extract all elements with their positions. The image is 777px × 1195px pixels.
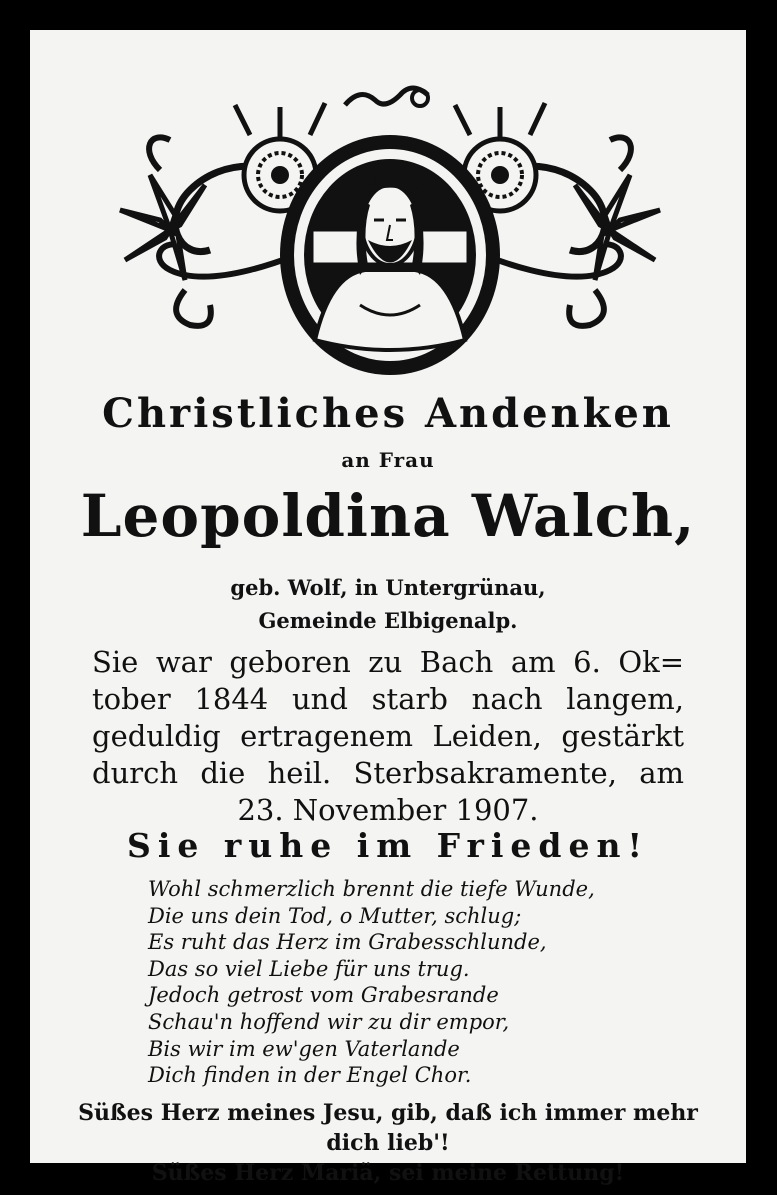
biography-line: durch die heil. Sterbsakramente, am xyxy=(92,756,684,790)
deceased-name: Leopoldina Walch, xyxy=(80,482,696,550)
poem-line: Dich finden in der Engel Chor. xyxy=(148,1063,472,1088)
poem-line: Bis wir im ew'gen Vaterlande xyxy=(148,1036,460,1061)
recipient-prefix: an Frau xyxy=(341,448,435,472)
prayer-sacred-heart-jesus: Süßes Herz meines Jesu, gib, daß ich immer mehr dich lieb'! xyxy=(78,1100,698,1156)
parish-line: Gemeinde Elbigenalp. xyxy=(258,608,518,633)
biography-line: Sie war geboren zu Bach am 6. Ok= xyxy=(92,645,684,679)
biography-line: 23. November 1907. xyxy=(237,793,539,827)
poem-line: Das so viel Liebe für uns trug. xyxy=(148,956,470,981)
rest-in-peace: Sie ruhe im Frieden! xyxy=(127,826,649,865)
biography xyxy=(92,644,684,829)
biography-line: geduldig ertragenem Leiden, gestärkt xyxy=(92,719,684,753)
poem-line: Schau'n hoffend wir zu dir empor, xyxy=(148,1009,510,1034)
poem-line: Die uns dein Tod, o Mutter, schlug; xyxy=(148,903,522,928)
birth-name-line: geb. Wolf, in Untergrünau, xyxy=(230,575,546,600)
prayer-sacred-heart-mary: Süßes Herz Mariä, sei meine Rettung! xyxy=(151,1160,625,1186)
poem-line: Jedoch getrost vom Grabesrande xyxy=(148,983,499,1008)
poem-line: Es ruht das Herz im Grabesschlunde, xyxy=(148,930,547,955)
passion-flower-ornament xyxy=(90,60,690,390)
biography-line: tober 1844 und starb nach langem, xyxy=(92,682,684,716)
memorial-card xyxy=(30,30,746,1186)
poem-line: Wohl schmerzlich brennt die tiefe Wunde, xyxy=(148,877,595,901)
christ-medallion-illustration xyxy=(90,60,690,390)
memorial-poem xyxy=(148,876,668,1089)
card-heading: Christliches Andenken xyxy=(102,390,674,437)
